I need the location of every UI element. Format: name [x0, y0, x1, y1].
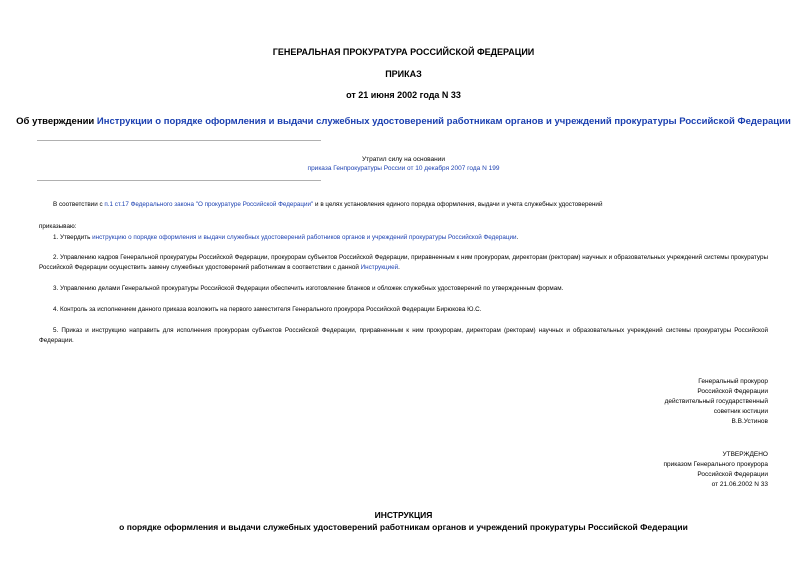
approved-line: приказом Генерального прокурора	[663, 461, 768, 468]
preamble-text-1: В соответствии с	[53, 201, 105, 208]
notice-line-2	[0, 165, 807, 172]
approved-line: от 21.06.2002 N 33	[711, 481, 768, 488]
item-2-end: .	[398, 264, 400, 271]
approved-line: УТВЕРЖДЕНО	[722, 451, 768, 458]
notice-top-rule	[37, 140, 321, 141]
instruction-title: ИНСТРУКЦИЯ	[374, 510, 433, 520]
notice-line-1: Утратил силу на основании	[361, 156, 446, 163]
article-link[interactable]: п.1 ст.17	[104, 201, 129, 208]
preamble-text-3: и в целях установления единого порядка оформления, выдачи и учета служебных удостоверений	[313, 201, 603, 208]
document-title	[0, 116, 807, 127]
date-number-heading: от 21 июня 2002 года N 33	[346, 90, 461, 100]
item-1-end: .	[516, 234, 519, 241]
federal-law-link[interactable]: Федерального закона "О прокуратуре Российской Федерации"	[130, 201, 314, 208]
item-5-paragraph: 5. Приказ и инструкцию направить для исполнения прокурорам субъектов Российской Федерации, приравненным к ним прокурорам, директорам (ректорам) научных и образовательных учреждений системы прокуратуры Российской Федерации.	[39, 327, 768, 344]
signature-line: советник юстиции	[713, 408, 768, 415]
repeal-order-link[interactable]: приказа Генпрокуратуры России от 10 декабря 2007 года N 199	[307, 165, 500, 172]
instruction-subtitle: о порядке оформления и выдачи служебных удостоверений работникам органов и учреждений прокуратуры Российской Федерации	[119, 522, 688, 532]
title-instruction-link[interactable]: Инструкции о порядке оформления и выдачи служебных удостоверений работникам органов и учреждений прокуратуры Российской Федерации	[96, 116, 791, 127]
instruction-ref-link[interactable]: Инструкцией	[360, 264, 399, 271]
doc-type-heading: ПРИКАЗ	[385, 69, 422, 79]
title-prefix: Об утверждении	[16, 116, 97, 127]
signature-line: Генеральный прокурор	[698, 378, 768, 385]
approved-block	[663, 450, 768, 490]
signature-line: Российской Федерации	[697, 388, 768, 395]
notice-bottom-rule	[37, 180, 321, 181]
signature-block	[665, 377, 768, 427]
item-1-text: 1. Утвердить	[53, 234, 93, 241]
item-2-text: 2. Управлению кадров Генеральной прокуратуры Российской Федерации, прокурорам субъектов Российской Федерации, приравненным к ним прокурорам, директорам (ректорам) научных и образовательных учреждений системы прокуратуры Российской Федерации осуществить замену служебных удостоверений работникам в соответствии с данной	[39, 254, 768, 271]
instruction-link[interactable]: инструкцию о порядке оформления и выдачи служебных удостоверений работников органов и учреждений прокуратуры Российской Федерации	[92, 234, 517, 241]
signature-line: В.В.Устинов	[731, 418, 768, 425]
org-heading: ГЕНЕРАЛЬНАЯ ПРОКУРАТУРА РОССИЙСКОЙ ФЕДЕРАЦИИ	[272, 47, 535, 57]
preamble-paragraph	[39, 200, 768, 210]
item-1-paragraph	[39, 233, 768, 243]
item-3-paragraph: 3. Управлению делами Генеральной прокуратуры Российской Федерации обеспечить изготовление бланков и обложек служебных удостоверений по утвержденным формам.	[53, 285, 564, 292]
approved-line: Российской Федерации	[697, 471, 768, 478]
item-4-paragraph: 4. Контроль за исполнением данного приказа возложить на первого заместителя Генерального прокурора Российской Федерации Бирюкова Ю.С.	[53, 306, 482, 313]
item-2-paragraph	[39, 253, 768, 273]
signature-line: действительный государственный	[664, 398, 768, 405]
order-word: приказываю:	[39, 223, 77, 230]
